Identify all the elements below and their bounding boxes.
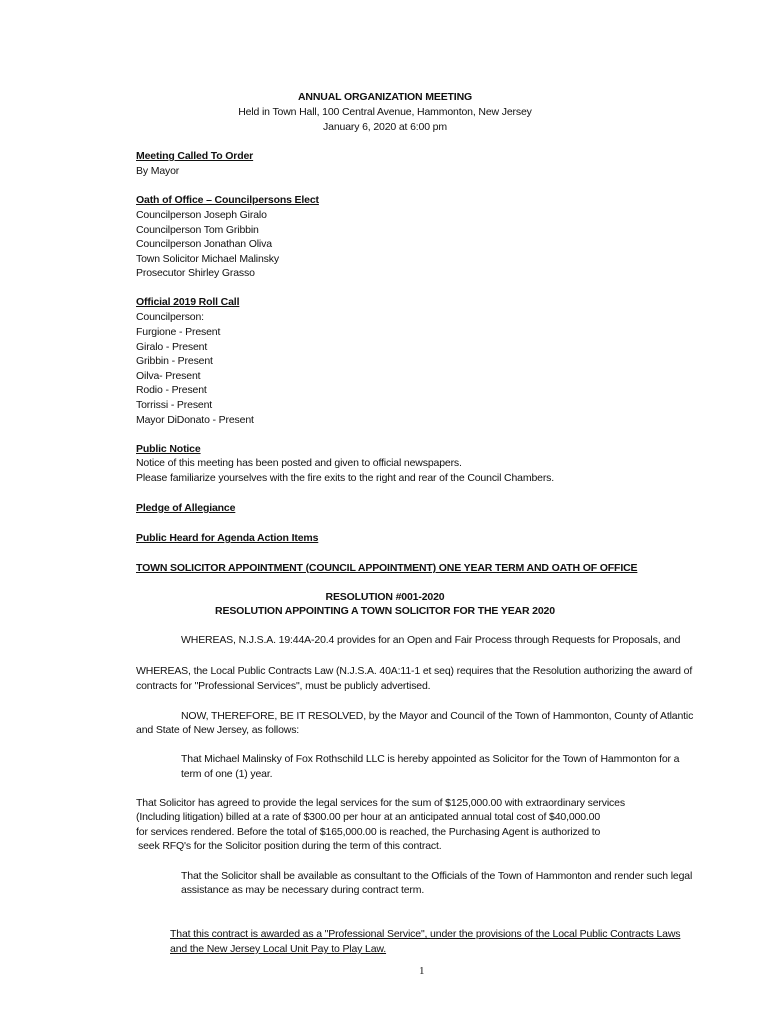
appointment-paragraph: That Michael Malinsky of Fox Rothschild LLC is hereby appointed as Solicitor for the Town of Hammonton for a bbox=[181, 753, 680, 765]
oath-item: Councilperson Joseph Giralo bbox=[136, 209, 267, 221]
public-notice-line: Please familiarize yourselves with the fire exits to the right and rear of the Council Chambers. bbox=[136, 472, 555, 484]
appointment-paragraph: term of one (1) year. bbox=[181, 768, 273, 780]
page-number: 1 bbox=[419, 965, 425, 977]
roll-call-item: Furgione - Present bbox=[136, 326, 221, 338]
oath-heading: Oath of Office – Councilpersons Elect bbox=[136, 194, 319, 206]
oath-item: Councilperson Tom Gribbin bbox=[136, 224, 259, 236]
whereas-paragraph-2: contracts for "Professional Services", must be publicly advertised. bbox=[136, 680, 431, 692]
resolved-paragraph: NOW, THEREFORE, BE IT RESOLVED, by the Mayor and Council of the Town of Hammonton, County of Atlantic bbox=[181, 710, 694, 722]
meeting-title: ANNUAL ORGANIZATION MEETING bbox=[297, 91, 473, 103]
fees-paragraph: (Including litigation) billed at a rate of $300.00 per hour at an anticipated annual total cost of $40,000.00 bbox=[136, 811, 601, 823]
call-to-order-text: By Mayor bbox=[136, 165, 180, 177]
oath-item: Councilperson Jonathan Oliva bbox=[136, 238, 272, 250]
oath-item: Prosecutor Shirley Grasso bbox=[136, 267, 255, 279]
fees-paragraph: for services rendered. Before the total of $165,000.00 is reached, the Purchasing Agent is authorized to bbox=[136, 826, 601, 838]
solicitor-appointment-heading: TOWN SOLICITOR APPOINTMENT (COUNCIL APPOINTMENT) ONE YEAR TERM AND OATH OF OFFICE bbox=[136, 562, 638, 574]
consultant-paragraph: That the Solicitor shall be available as consultant to the Officials of the Town of Hammonton and render such legal bbox=[181, 870, 693, 882]
whereas-paragraph-2: WHEREAS, the Local Public Contracts Law (N.J.S.A. 40A:11-1 et seq) requires that the Resolution authorizing the award of bbox=[136, 665, 693, 677]
oath-item: Town Solicitor Michael Malinsky bbox=[136, 253, 279, 265]
resolution-title: RESOLUTION APPOINTING A TOWN SOLICITOR FOR THE YEAR 2020 bbox=[215, 605, 555, 617]
call-to-order-heading: Meeting Called To Order bbox=[136, 150, 254, 162]
fees-paragraph: That Solicitor has agreed to provide the legal services for the sum of $125,000.00 with extraordinary services bbox=[136, 797, 625, 809]
meeting-location: Held in Town Hall, 100 Central Avenue, Hammonton, New Jersey bbox=[238, 106, 532, 118]
roll-call-item: Giralo - Present bbox=[136, 341, 208, 353]
public-notice-line: Notice of this meeting has been posted and given to official newspapers. bbox=[136, 457, 462, 469]
roll-call-item: Rodio - Present bbox=[136, 384, 207, 396]
roll-call-heading: Official 2019 Roll Call bbox=[136, 296, 240, 308]
fees-paragraph: seek RFQ's for the Solicitor position during the term of this contract. bbox=[138, 840, 442, 852]
meeting-date: January 6, 2020 at 6:00 pm bbox=[323, 121, 447, 133]
consultant-paragraph: assistance as may be necessary during contract term. bbox=[181, 884, 425, 896]
roll-call-item: Torrissi - Present bbox=[136, 399, 213, 411]
resolution-number: RESOLUTION #001-2020 bbox=[325, 591, 445, 603]
public-heard-heading: Public Heard for Agenda Action Items bbox=[136, 532, 319, 544]
roll-call-item: Mayor DiDonato - Present bbox=[136, 414, 254, 426]
whereas-paragraph-1: WHEREAS, N.J.S.A. 19:44A-20.4 provides for an Open and Fair Process through Requests for Proposals, and bbox=[181, 634, 681, 646]
contract-paragraph: and the New Jersey Local Unit Pay to Play Law. bbox=[170, 943, 387, 955]
roll-call-item: Gribbin - Present bbox=[136, 355, 213, 367]
pledge-heading: Pledge of Allegiance bbox=[136, 502, 236, 514]
roll-call-label: Councilperson: bbox=[136, 311, 204, 323]
resolved-paragraph: and State of New Jersey, as follows: bbox=[136, 724, 300, 736]
roll-call-item: Oilva- Present bbox=[136, 370, 201, 382]
contract-paragraph: That this contract is awarded as a "Professional Service", under the provisions of the Local Public Contracts Laws bbox=[170, 928, 681, 940]
public-notice-heading: Public Notice bbox=[136, 443, 201, 455]
